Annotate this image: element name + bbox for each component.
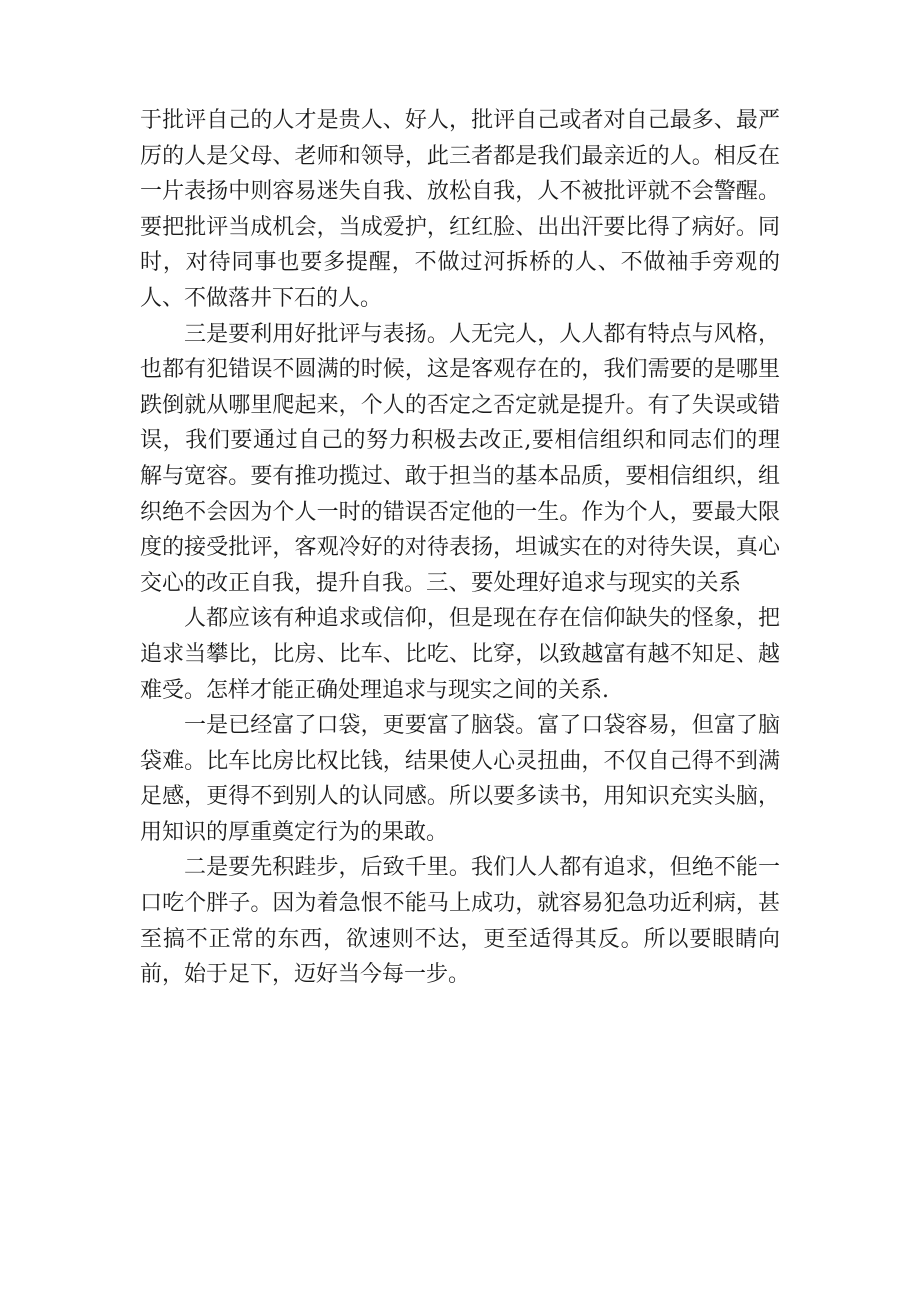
paragraph-point-two: 二是要先积跬步，后致千里。我们人人都有追求，但绝不能一口吃个胖子。因为着急恨不能马上成功，就容易犯急功近利病，甚至搞不正常的东西，欲速则不达，更至适得其反。所以要眼睛向前，始于足下，迈好当今每一步。	[140, 855, 780, 988]
paragraph-point-one: 一是已经富了口袋，更要富了脑袋。富了口袋容易，但富了脑袋难。比车比房比权比钱，结果使人心灵扭曲，不仅自己得不到满足感，更得不到别人的认同感。所以要多读书，用知识充实头脑，用知识的厚重奠定行为的果敢。	[140, 713, 780, 845]
document-body	[140, 103, 780, 993]
paragraph-pursuit-intro: 人都应该有种追求或信仰，但是现在存在信仰缺失的怪象，把追求当攀比，比房、比车、比吃、比穿，以致越富有越不知足、越难受。怎样才能正确处理追求与现实之间的关系.	[140, 606, 780, 703]
paragraph-text: 三是要利用好批评与表扬。人无完人，人人都有特点与风格，也都有犯错误不圆满的时候，这是客观存在的，我们需要的是哪里跌倒就从哪里爬起来，个人的否定之否定就是提升。有了失误或错误，我们要通过自己的努力积极去改正,要相信组织和同志们的理解与宽容。要有推功揽过、敢于担当的基本品质，要相信组织，组织绝不会因为个人一时的错误否定他的一生。作为个人，要最大限度的接受批评，客观冷好的对待表扬，坦诚实在的对待失误，真心交心的改正自我，提升自我。	[140, 321, 780, 596]
paragraph-criticism-praise	[140, 317, 780, 602]
section-heading: 三、要处理好追求与现实的关系	[426, 569, 742, 596]
paragraph-continuation: 于批评自己的人才是贵人、好人，批评自己或者对自己最多、最严厉的人是父母、老师和领导，此三者都是我们最亲近的人。相反在一片表扬中则容易迷失自我、放松自我，人不被批评就不会警醒。要把批评当成机会，当成爱护，红红脸、出出汗要比得了病好。同时，对待同事也要多提醒，不做过河拆桥的人、不做袖手旁观的人、不做落井下石的人。	[140, 108, 780, 311]
